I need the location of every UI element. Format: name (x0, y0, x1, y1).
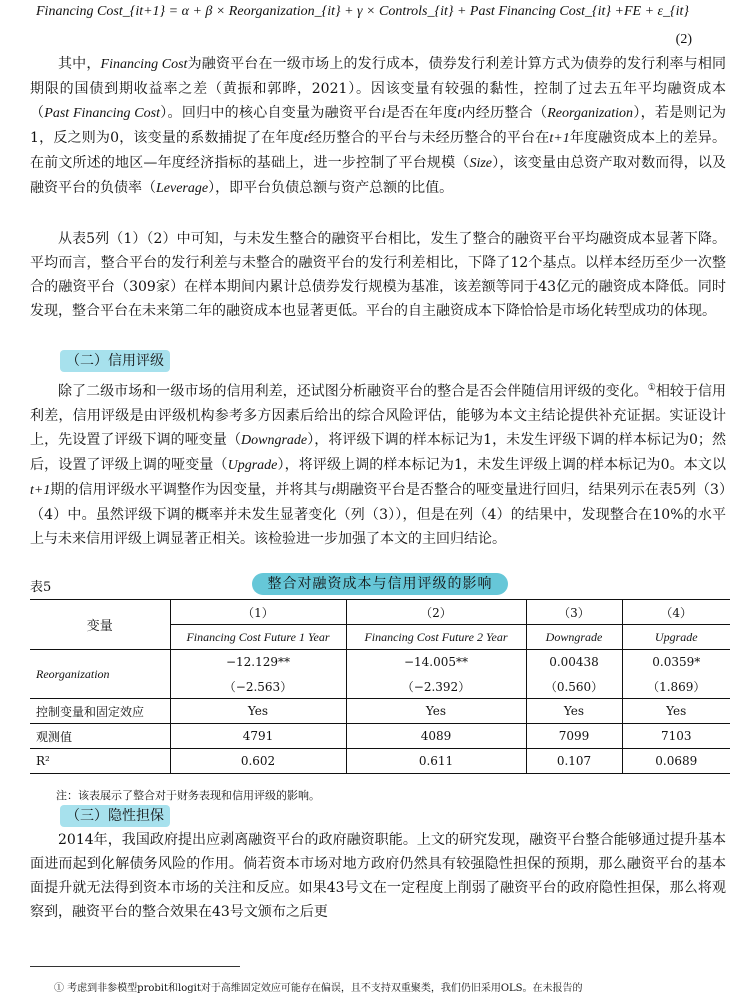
obs-cell: 4089 (346, 724, 526, 749)
section-heading-implicit-guarantee: （三）隐性担保 (60, 805, 170, 827)
section-heading-credit-rating: （二）信用评级 (60, 350, 170, 372)
footnote-divider (30, 966, 240, 967)
coef-cell: −12.129** (170, 650, 346, 675)
table-row-observations (30, 724, 730, 749)
col-number: （1） (170, 600, 346, 625)
obs-cell: 7103 (622, 724, 730, 749)
footnote: ① 考虑到非参模型probit和logit对于高维固定效应可能存在偏误，且不支持双重聚类，我们仍旧采用OLS。在未报告的 (54, 983, 583, 994)
table-label: 表5 (30, 580, 52, 595)
r2-cell: 0.611 (346, 749, 526, 774)
obs-cell: 7099 (526, 724, 622, 749)
row-label-r2: R² (30, 749, 170, 774)
row-label-observations: 观测值 (30, 724, 170, 749)
col-name: Financing Cost Future 2 Year (346, 625, 526, 650)
col-number: （2） (346, 600, 526, 625)
coef-cell: 0.00438 (526, 650, 622, 675)
table-note: 注：该表展示了整合对于财务表现和信用评级的影响。 (56, 789, 320, 802)
controls-cell: Yes (622, 699, 730, 724)
controls-cell: Yes (346, 699, 526, 724)
paragraph-credit-rating: 除了二级市场和一级市场的信用利差，还试图分析融资平台的整合是否会伴随信用评级的变化。①相较于信用利差，信用评级是由评级机构参考多方因素后给出的综合风险评估，能够为本文主结论提供补充证据。实证设计上，先设置了评级下调的哑变量（Downgrade），将评级下调的样本标记为1，未发生评级下调的样本标记为0；然后，设置了评级上调的哑变量（Upgrade），将评级上调的样本标记为1，未发生评级上调的样本标记为0。本文以t+1期的信用评级水平调整作为因变量，并将其与t期融资平台是否整合的哑变量进行回归，结果列示在表5列（3）（4）中。虽然评级下调的概率并未发生显著变化（列（3）），但是在列（4）的结果中，发现整合在10%的水平上与未来信用评级上调显著正相关。该检验进一步加强了本文的主回归结论。 (30, 383, 726, 547)
table-5 (30, 599, 730, 774)
table-header-row (30, 600, 730, 625)
paragraph-implicit-guarantee: 2014年，我国政府提出应剥离融资平台的政府融资职能。上文的研究发现，融资平台整合能够通过提升基本面进而起到化解债务风险的作用。倘若资本市场对地方政府仍然具有较强隐性担保的预期，那么融资平台的基本面提升就无法得到资本市场的关注和反应。如果43号文在一定程度上削弱了融资平台的政府隐性担保，那么将观察到，融资平台的整合效果在43号文颁布之后更 (30, 832, 726, 920)
tstat-cell: （1.869） (622, 674, 730, 699)
table-row-r2 (30, 749, 730, 774)
controls-cell: Yes (526, 699, 622, 724)
r2-cell: 0.602 (170, 749, 346, 774)
header-variable: 变量 (30, 600, 170, 650)
table-row-controls (30, 699, 730, 724)
paragraph-financing-cost: 其中，Financing Cost为融资平台在一级市场上的发行成本，债券发行利差计算方式为债券的发行利率与相同期限的国债到期收益率之差（黄振和郭晔，2021）。因该变量有较强的黏性，控制了过去五年平均融资成本（Past Financing Cost）。回归中的核心自变量为融资平台i是否在年度t内经历整合（Reorganization），若是则记为1，反之则为0，该变量的系数捕捉了在年度t经历整合的平台与未经历整合的平台在t+1年度融资成本上的差异。在前文所述的地区—年度经济指标的基础上，进一步控制了平台规模（Size），该变量由总资产取对数而得，以及融资平台的负债率（Leverage），即平台负债总额与资产总额的比值。 (30, 56, 727, 196)
tstat-cell: （−2.392） (346, 674, 526, 699)
row-label-controls: 控制变量和固定效应 (30, 699, 170, 724)
controls-cell: Yes (170, 699, 346, 724)
tstat-cell: （−2.563） (170, 674, 346, 699)
table-row-coef (30, 650, 730, 675)
tstat-cell: （0.560） (526, 674, 622, 699)
table-title: 整合对融资成本与信用评级的影响 (252, 573, 508, 595)
equation-number: (2) (675, 32, 692, 47)
row-label-reorganization: Reorganization (30, 650, 170, 699)
coef-cell: 0.0359* (622, 650, 730, 675)
col-name: Upgrade (622, 625, 730, 650)
r2-cell: 0.0689 (622, 749, 730, 774)
col-name: Financing Cost Future 1 Year (170, 625, 346, 650)
coef-cell: −14.005** (346, 650, 526, 675)
col-number: （4） (622, 600, 730, 625)
equation-2: Financing Cost_{it+1} = α + β × Reorganization_{it} + γ × Controls_{it} + Past Financing Cost_{it} +FE + ε_{it} (36, 4, 690, 19)
obs-cell: 4791 (170, 724, 346, 749)
col-number: （3） (526, 600, 622, 625)
r2-cell: 0.107 (526, 749, 622, 774)
paragraph-table5-results: 从表5列（1）（2）中可知，与未发生整合的融资平台相比，发生了整合的融资平台平均融资成本显著下降。平均而言，整合平台的发行利差与未整合的融资平台的发行利差相比，下降了12个基点。以样本经历至少一次整合的融资平台（309家）在样本期间内累计总债券发行规模为基准，该差额等同于43亿元的融资成本降低。同时发现，整合平台在未来第二年的融资成本也显著更低。平台的自主融资成本下降恰恰是市场化转型成功的体现。 (30, 231, 726, 319)
col-name: Downgrade (526, 625, 622, 650)
